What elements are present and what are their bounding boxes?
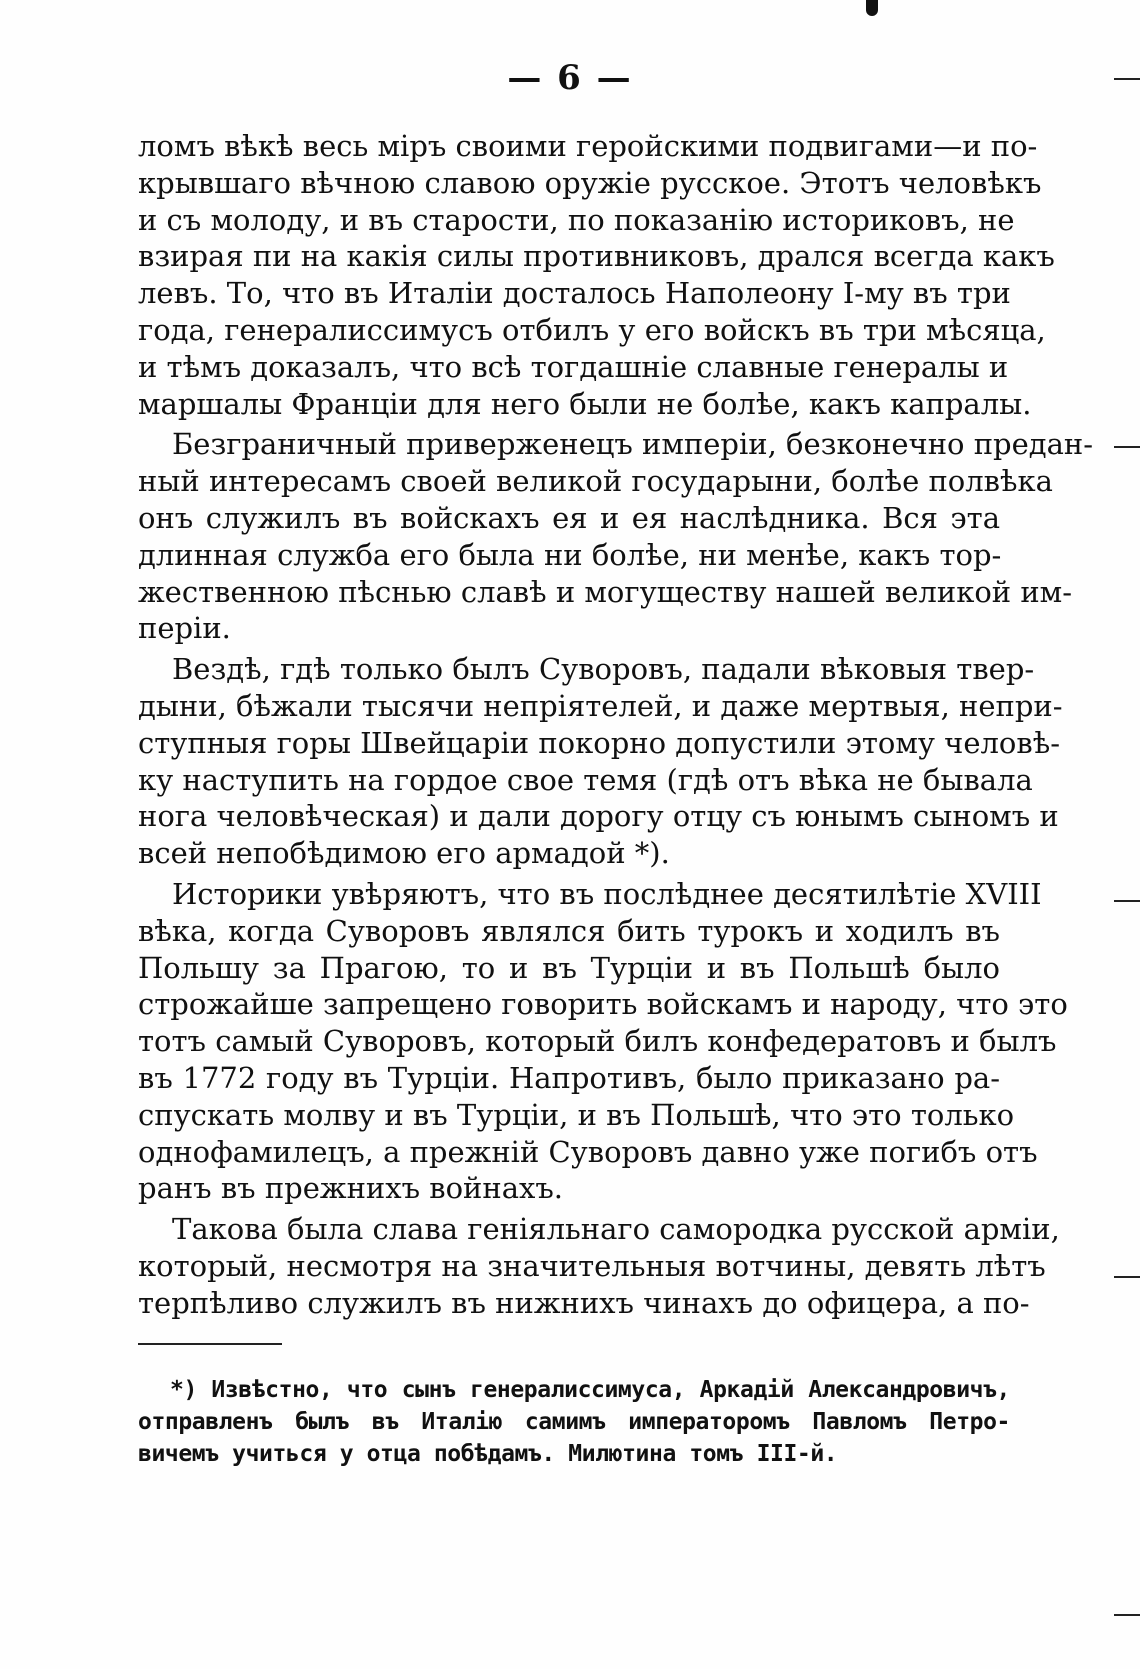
text-line: ломъ вѣкѣ весь міръ своими геройскими подвигами—и по- [138,129,1038,163]
text-line: Польшу за Прагою, то и въ Турціи и въ Польшѣ было [138,950,1000,985]
scan-edge-mark [1114,900,1140,902]
text-line: Безграничный приверженецъ имперіи, безконечно предан- [172,427,1094,462]
text-line: жественною пѣснью славѣ и могуществу нашей великой им- [138,574,1073,609]
text-line: и тѣмъ доказалъ, что всѣ тогдашніе славные генералы и [138,349,1009,384]
text-line: онъ служилъ въ войскахъ ея и ея наслѣдника. Вся эта [138,500,1000,535]
footnote-line: отправленъ былъ въ Италію самимъ императоромъ Павломъ Петро- [138,1409,1010,1435]
paragraph-3 [138,651,1063,872]
text-line: строжайше запрещено говорить войскамъ и народу, что это [138,987,1068,1022]
text-line: ранъ въ прежнихъ войнахъ. [138,1171,564,1206]
page-number: — 6 — [507,58,633,98]
paragraph-4 [138,876,1068,1207]
text-line: и съ молоду, и въ старости, по показанію историковъ, не [138,202,1015,237]
text-line: дыни, бѣжали тысячи непріятелей, и даже мертвыя, непри- [138,688,1063,723]
scan-edge-mark [1114,1614,1140,1616]
footnote [138,1374,1010,1470]
text-line: длинная служба его была ни болѣе, ни менѣе, какъ тор- [138,537,1002,572]
text-line: ку наступить на гордое свое темя (гдѣ отъ вѣка не бывала [138,762,1033,797]
paragraph-2 [138,426,1094,647]
text-line: нога человѣческая) и дали дорогу отцу съ юнымъ сыномъ и [138,799,1059,834]
footnote-line: *) Извѣстно, что сынъ генералиссимуса, Аркадій Александровичъ, [170,1377,1010,1403]
text-line: терпѣливо служилъ въ нижнихъ чинахъ до офицера, а по- [138,1285,1030,1320]
text-line: маршалы Франціи для него были не болѣе, какъ капралы. [138,386,1032,421]
text-line: тотъ самый Суворовъ, который билъ конфедератовъ и былъ [138,1024,1057,1059]
text-line: ступныя горы Швейцаріи покорно допустили этому человѣ- [138,725,1060,760]
text-line: ный интересамъ своей великой государыни, болѣе полвѣка [138,464,1053,499]
scan-edge-mark [1114,78,1140,80]
text-line: однофамилецъ, а прежній Суворовъ давно уже погибъ отъ [138,1134,1038,1169]
scan-edge-mark [1114,446,1140,448]
paragraph-1 [138,128,1055,422]
paragraph-5 [138,1211,1060,1321]
scan-edge-mark [1114,1276,1140,1278]
footnote-divider [138,1343,282,1345]
text-line: всей непобѣдимою его армадой *). [138,836,670,871]
text-line: періи. [138,611,231,646]
text-line: вѣка, когда Суворовъ являлся бить турокъ и ходилъ въ [138,913,1000,948]
text-line: спускать молву и въ Турціи, и въ Польшѣ, что это только [138,1097,1015,1132]
text-line: который, несмотря на значительныя вотчины, девять лѣтъ [138,1248,1046,1283]
text-line: крывшаго вѣчною славою оружіе русское. Этотъ человѣкъ [138,165,1042,200]
text-line: Историки увѣряютъ, что въ послѣднее десятилѣтіе XVIII [172,876,1042,911]
text-line: Такова была слава геніяльнаго самородка русской арміи, [172,1212,1060,1247]
text-line: левъ. То, что въ Италіи досталось Наполеону I-му въ три [138,276,1011,311]
ink-blot [866,0,878,16]
footnote-line: вичемъ учиться у отца побѣдамъ. Милютина томъ III-й. [138,1441,838,1467]
text-line: Вездѣ, гдѣ только былъ Суворовъ, падали вѣковыя твер- [172,652,1035,687]
main-text [138,128,1094,1322]
text-line: въ 1772 году въ Турціи. Напротивъ, было приказано ра- [138,1060,1000,1095]
text-line: года, генералиссимусъ отбилъ у его войскъ въ три мѣсяца, [138,312,1046,347]
text-line: взирая пи на какія силы противниковъ, дрался всегда какъ [138,239,1055,274]
